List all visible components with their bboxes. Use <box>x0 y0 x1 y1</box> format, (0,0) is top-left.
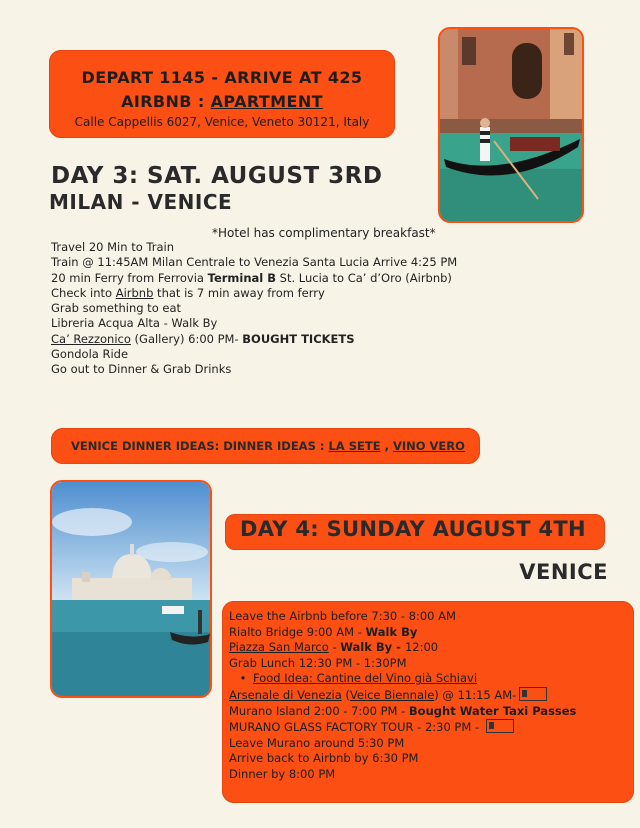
gondola-photo <box>438 27 584 223</box>
ca-rezzonico-link[interactable]: Ca’ Rezzonico <box>51 331 131 346</box>
list-item <box>51 332 457 347</box>
item-text: ) @ 11:15 AM- <box>434 687 517 702</box>
list-item <box>229 704 576 720</box>
list-item <box>229 719 576 736</box>
piazza-san-marco-link[interactable]: Piazza San Marco <box>229 640 329 655</box>
item-text: 20 min Ferry from Ferrovia <box>51 270 208 285</box>
item-text: ( <box>341 687 350 702</box>
ticket-icon <box>486 719 514 733</box>
separator: , <box>380 439 393 453</box>
venice-photo <box>50 480 212 698</box>
item-text: Murano Island 2:00 - 7:00 PM - <box>229 703 409 718</box>
food-idea-link[interactable]: Food Idea: Cantine del Vino già Schiavi <box>253 671 478 686</box>
bought-tickets-text: BOUGHT TICKETS <box>242 331 355 346</box>
item-text: (Gallery) 6:00 PM- <box>130 331 243 346</box>
vino-vero-link[interactable]: VINO VERO <box>392 439 465 453</box>
list-item <box>229 640 576 656</box>
walk-by-text: Walk By - <box>340 640 405 655</box>
biennale-link[interactable]: Veice Biennale <box>349 687 435 702</box>
item-text: - <box>328 640 341 655</box>
day4-location: VENICE <box>519 560 608 584</box>
list-item <box>51 271 457 286</box>
day3-itinerary <box>51 240 457 378</box>
day4-itinerary-box <box>222 601 634 803</box>
bullet-icon <box>233 671 253 685</box>
dinner-label: VENICE DINNER IDEAS: DINNER IDEAS : <box>71 439 329 453</box>
list-item: Leave the Airbnb before 7:30 - 8:00 AM <box>229 609 456 623</box>
water-taxi-text: Bought Water Taxi Passes <box>408 703 577 718</box>
item-text: St. Lucia to Ca’ d’Oro (Airbnb) <box>276 270 452 285</box>
travel-summary-box <box>49 50 395 138</box>
list-item <box>229 687 576 704</box>
day3-title: DAY 3: SAT. AUGUST 3RD <box>51 163 383 189</box>
depart-arrive-text: DEPART 1145 - ARRIVE AT 425 <box>81 68 363 87</box>
arsenale-link[interactable]: Arsenale di Venezia <box>229 687 342 702</box>
breakfast-note: *Hotel has complimentary breakfast* <box>212 226 436 240</box>
la-sete-link[interactable]: LA SETE <box>328 439 381 453</box>
day4-itinerary <box>229 609 576 783</box>
list-item: Arrive back to Airbnb by 6:30 PM <box>229 751 419 766</box>
item-text: that is 7 min away from ferry <box>153 285 325 300</box>
item-text: Rialto Bridge 9:00 AM - <box>229 624 366 639</box>
list-item <box>229 671 576 687</box>
list-item: Grab something to eat <box>51 301 182 316</box>
dinner-ideas-text <box>71 439 465 453</box>
day3-route: MILAN - VENICE <box>49 190 233 214</box>
list-item <box>229 625 576 641</box>
ticket-icon <box>519 687 547 701</box>
day4-banner <box>225 514 605 550</box>
terminal-b-text: Terminal B <box>207 270 277 285</box>
list-item <box>51 286 457 301</box>
list-item: Leave Murano around 5:30 PM <box>229 735 405 750</box>
list-item: Gondola Ride <box>51 347 129 362</box>
walk-by-text: Walk By <box>365 624 418 639</box>
list-item: Travel 20 Min to Train <box>51 240 174 254</box>
address-text: Calle Cappellis 6027, Venice, Veneto 30121, Italy <box>74 115 370 129</box>
list-item: Grab Lunch 12:30 PM - 1:30PM <box>229 655 407 670</box>
list-item: Train @ 11:45AM Milan Centrale to Venezia Santa Lucia Arrive 4:25 PM <box>51 255 458 270</box>
airbnb-link[interactable]: Airbnb <box>115 285 154 300</box>
item-text: 12:00 <box>404 640 439 655</box>
list-item: Dinner by 8:00 PM <box>229 766 336 781</box>
list-item: Libreria Acqua Alta - Walk By <box>51 316 218 331</box>
item-text: MURANO GLASS FACTORY TOUR - 2:30 PM - <box>229 720 483 735</box>
day4-title: DAY 4: SUNDAY AUGUST 4TH <box>240 517 586 541</box>
apartment-link[interactable]: APARTMENT <box>210 92 323 111</box>
airbnb-line <box>49 92 395 111</box>
dinner-ideas-box <box>51 428 480 464</box>
airbnb-label: AIRBNB : <box>121 92 211 111</box>
list-item: Go out to Dinner & Grab Drinks <box>51 362 232 377</box>
item-text: Check into <box>51 285 116 300</box>
